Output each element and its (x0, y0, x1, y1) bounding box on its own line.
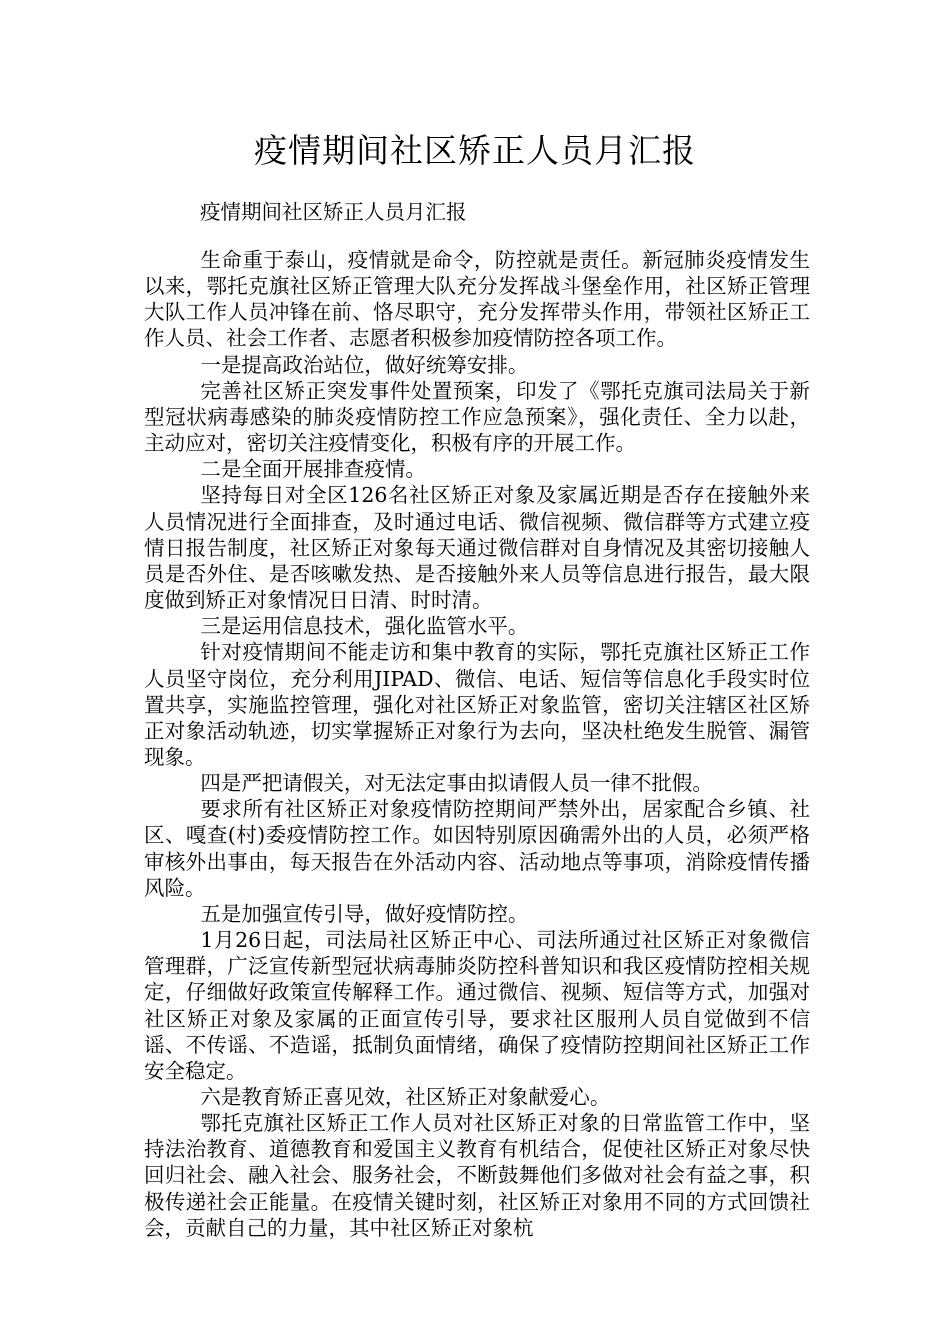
section-heading-1: 一是提高政治站位，做好统筹安排。 (200, 352, 529, 377)
section-heading-3: 三是运用信息技术，强化监管水平。 (200, 614, 529, 639)
section-heading-4: 四是严把请假关，对无法定事由拟请假人员一律不批假。 (200, 771, 713, 796)
document-subtitle: 疫情期间社区矫正人员月汇报 (200, 200, 467, 224)
paragraph-6: 鄂托克旗社区矫正工作人员对社区矫正对象的日常监管工作中，坚持法治教育、道德教育和爱国主义教育有机结合，促使社区矫正对象尽快回归社会、融入社会、服务社会，不断鼓舞他们多做对社会有益之事，积极传递社会正能量。在疫情关键时刻，社区矫正对象用不同的方式回馈社会，贡献自己的力量，其中社区矫正对象杭 (144, 1111, 810, 1240)
section-heading-6: 六是教育矫正喜见效，社区矫正对象献爱心。 (200, 1085, 611, 1109)
paragraph-4: 要求所有社区矫正对象疫情防控期间严禁外出，居家配合乡镇、社区、嘎查(村)委疫情防控工作。如因特别原因确需外出的人员，必须严格审核外出事由，每天报告在外活动内容、活动地点等事项，消除疫情传播风险。 (144, 797, 810, 900)
paragraph-1: 完善社区矫正突发事件处置预案，印发了《鄂托克旗司法局关于新型冠状病毒感染的肺炎疫情防控工作应急预案》，强化责任、全力以赴，主动应对，密切关注疫情变化，积极有序的开展工作。 (144, 378, 810, 456)
section-heading-2: 二是全面开展排查疫情。 (200, 457, 426, 482)
paragraph-5: 1月26日起，司法局社区矫正中心、司法所通过社区矫正对象微信管理群，广泛宣传新型冠状病毒肺炎防控科普知识和我区疫情防控相关规定，仔细做好政策宣传解释工作。通过微信、视频、短信等方式，加强对社区矫正对象及家属的正面宣传引导，要求社区服刑人员自觉做到不信谣、不传谣、不造谣，抵制负面情绪，确保了疫情防控期间社区矫正工作安全稳定。 (144, 928, 810, 1083)
paragraph-3: 针对疫情期间不能走访和集中教育的实际，鄂托克旗社区矫正工作人员坚守岗位，充分利用JIPAD、微信、电话、短信等信息化手段实时位置共享，实施监控管理，强化对社区矫正对象监管，密切关注辖区社区矫正对象活动轨迹，切实掌握矫正对象行为去向，坚决杜绝发生脱管、漏管现象。 (144, 640, 810, 769)
document-body (144, 247, 810, 1241)
section-heading-5: 五是加强宣传引导，做好疫情防控。 (200, 901, 529, 926)
paragraph-2: 坚持每日对全区126名社区矫正对象及家属近期是否存在接触外来人员情况进行全面排查，及时通过电话、微信视频、微信群等方式建立疫情日报告制度，社区矫正对象每天通过微信群对自身情况及其密切接触人员是否外住、是否咳嗽发热、是否接触外来人员等信息进行报告，最大限度做到矫正对象情况日日清、时时清。 (144, 483, 810, 613)
paragraph-intro: 生命重于泰山，疫情就是命令，防控就是责任。新冠肺炎疫情发生以来，鄂托克旗社区矫正管理大队充分发挥战斗堡垒作用，社区矫正管理大队工作人员冲锋在前、恪尽职守，充分发挥带头作用，带领社区矫正工作人员、社会工作者、志愿者积极参加疫情防控各项工作。 (144, 248, 810, 351)
document-title: 疫情期间社区矫正人员月汇报 (254, 131, 696, 170)
